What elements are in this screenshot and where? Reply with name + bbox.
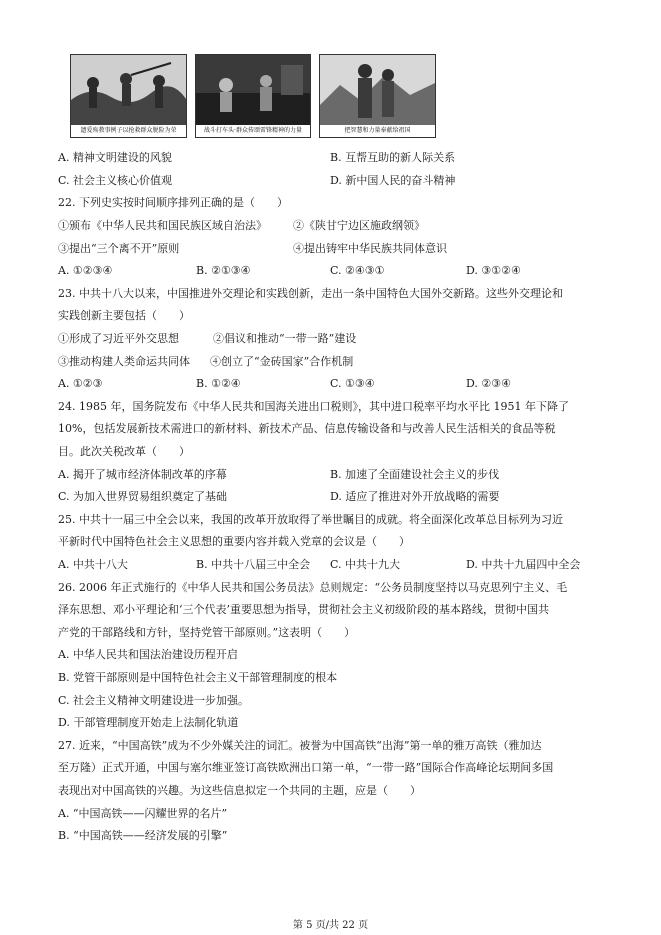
q23-item-3: ③推动构建人类命运共同体 — [58, 355, 190, 368]
q23-option-b: B. ①②④ — [196, 377, 241, 390]
q25-stem-line-1: 25. 中共十一届三中全会以来，我国的改革开放取得了举世瞩目的成就。将全面深化改革总目标列为习近 — [58, 513, 563, 526]
q27-stem-line-3: 表现出对中国高铁的兴趣。为这些信息拟定一个共同的主题，应是（ ） — [58, 784, 421, 797]
q22-stem: 22. 下列史实按时间顺序排列正确的是（ ） — [58, 196, 288, 209]
photo-1-image — [71, 55, 186, 125]
q27-option-a: A. “中国高铁——闪耀世界的名片” — [58, 807, 228, 820]
q26-option-c: C. 社会主义精神文明建设进一步加强。 — [58, 694, 250, 707]
photo-2-image — [196, 55, 310, 125]
q24-stem-line-1: 24. 1985 年，国务院发布《中华人民共和国海关进出口税则》，其中进口税率平均水平比 1951 年下降了 — [58, 400, 569, 413]
q21-option-c: C. 社会主义核心价值观 — [58, 174, 173, 187]
q21-option-b: B. 互帮互助的新人际关系 — [330, 151, 456, 164]
q27-stem-line-2: 至万隆）正式开通，中国与塞尔维亚签订高铁欧洲出口第一单，“一带一路”国际合作高峰论坛期间多国 — [58, 761, 554, 774]
q23-option-a: A. ①②③ — [58, 377, 103, 390]
q26-option-b: B. 党管干部原则是中国特色社会主义干部管理制度的根本 — [58, 671, 338, 684]
photo-3-caption: 把智慧和力量奉献给祖国 — [320, 125, 435, 137]
q27-option-b: B. “中国高铁——经济发展的引擎” — [58, 829, 228, 842]
q22-option-c: C. ②④③① — [330, 264, 385, 277]
q24-option-c: C. 为加入世界贸易组织奠定了基础 — [58, 490, 228, 503]
q25-option-c: C. 中共十九大 — [330, 558, 401, 571]
page-number: 第 5 页/共 22 页 — [292, 920, 369, 931]
q23-stem-line-2: 实践创新主要包括（ ） — [58, 309, 190, 322]
q26-option-a: A. 中华人民共和国法治建设历程开启 — [58, 648, 238, 661]
q23-item-1: ①形成了习近平外交思想 — [58, 332, 179, 345]
q22-option-a: A. ①②③④ — [58, 264, 113, 277]
photo-1 — [70, 54, 187, 138]
q22-item-2: ②《陕甘宁边区施政纲领》 — [293, 219, 425, 232]
q25-stem-line-2: 平新时代中国特色社会主义思想的重要内容并载入党章的会议是（ ） — [58, 535, 410, 548]
q24-stem-line-3: 目。此次关税改革（ ） — [58, 445, 190, 458]
q26-option-d: D. 干部管理制度开始走上法制化轨道 — [58, 716, 239, 729]
photo-1-caption: 遗爱殇教事例子以抢救群众脱险为荣 — [71, 125, 186, 137]
q22-item-3: ③提出“三个离不开”原则 — [58, 242, 180, 255]
q24-stem-line-2: 10%，包括发展新技术需进口的新材料、新技术产品、信息传输设备和与改善人民生活相关的食品等税 — [58, 422, 556, 435]
q24-option-b: B. 加速了全面建设社会主义的步伐 — [330, 468, 500, 481]
q21-option-d: D. 新中国人民的奋斗精神 — [330, 174, 456, 187]
q27-stem-line-1: 27. 近来，“中国高铁”成为不少外媒关注的词汇。被誉为中国高铁“出海”第一单的雅万高铁（雅加达 — [58, 739, 542, 752]
q22-option-b: B. ②①③④ — [196, 264, 251, 277]
q23-option-d: D. ②③④ — [466, 377, 512, 390]
q22-item-1: ①颁布《中华人民共和国民族区域自治法》 — [58, 219, 267, 232]
photo-3 — [319, 54, 436, 138]
q25-option-a: A. 中共十八大 — [58, 558, 128, 571]
q26-stem-line-1: 26. 2006 年正式施行的《中华人民共和国公务员法》总则规定：“公务员制度坚持以马克思列宁主义、毛 — [58, 581, 568, 594]
q23-stem-line-1: 23. 中共十八大以来，中国推进外交理论和实践创新，走出一条中国特色大国外交新路。这些外交理论和 — [58, 287, 563, 300]
q25-option-d: D. 中共十九届四中全会 — [466, 558, 581, 571]
q25-option-b: B. 中共十八届三中全会 — [196, 558, 311, 571]
q22-option-d: D. ③①②④ — [466, 264, 521, 277]
photo-3-image — [320, 55, 435, 125]
q24-option-d: D. 适应了推进对外开放战略的需要 — [330, 490, 500, 503]
q22-item-4: ④提出铸牢中华民族共同体意识 — [293, 242, 447, 255]
q23-item-2: ②倡议和推动“一带一路”建设 — [213, 332, 357, 345]
q26-stem-line-2: 泽东思想、邓小平理论和‘三个代表’重要思想为指导，贯彻社会主义初级阶段的基本路线，贯彻中国共 — [58, 603, 549, 616]
q21-option-a: A. 精神文明建设的风貌 — [58, 151, 172, 164]
photo-2 — [195, 54, 311, 138]
q23-item-4: ④创立了“金砖国家”合作机制 — [210, 355, 354, 368]
q24-option-a: A. 揭开了城市经济体制改革的序幕 — [58, 468, 227, 481]
photo-2-caption: 战斗打车头·群众传颂雷锋精神的力量 — [196, 125, 310, 137]
q23-option-c: C. ①③④ — [330, 377, 375, 390]
q26-stem-line-3: 产党的干部路线和方针，坚持党管干部原则。”这表明（ ） — [58, 626, 356, 639]
